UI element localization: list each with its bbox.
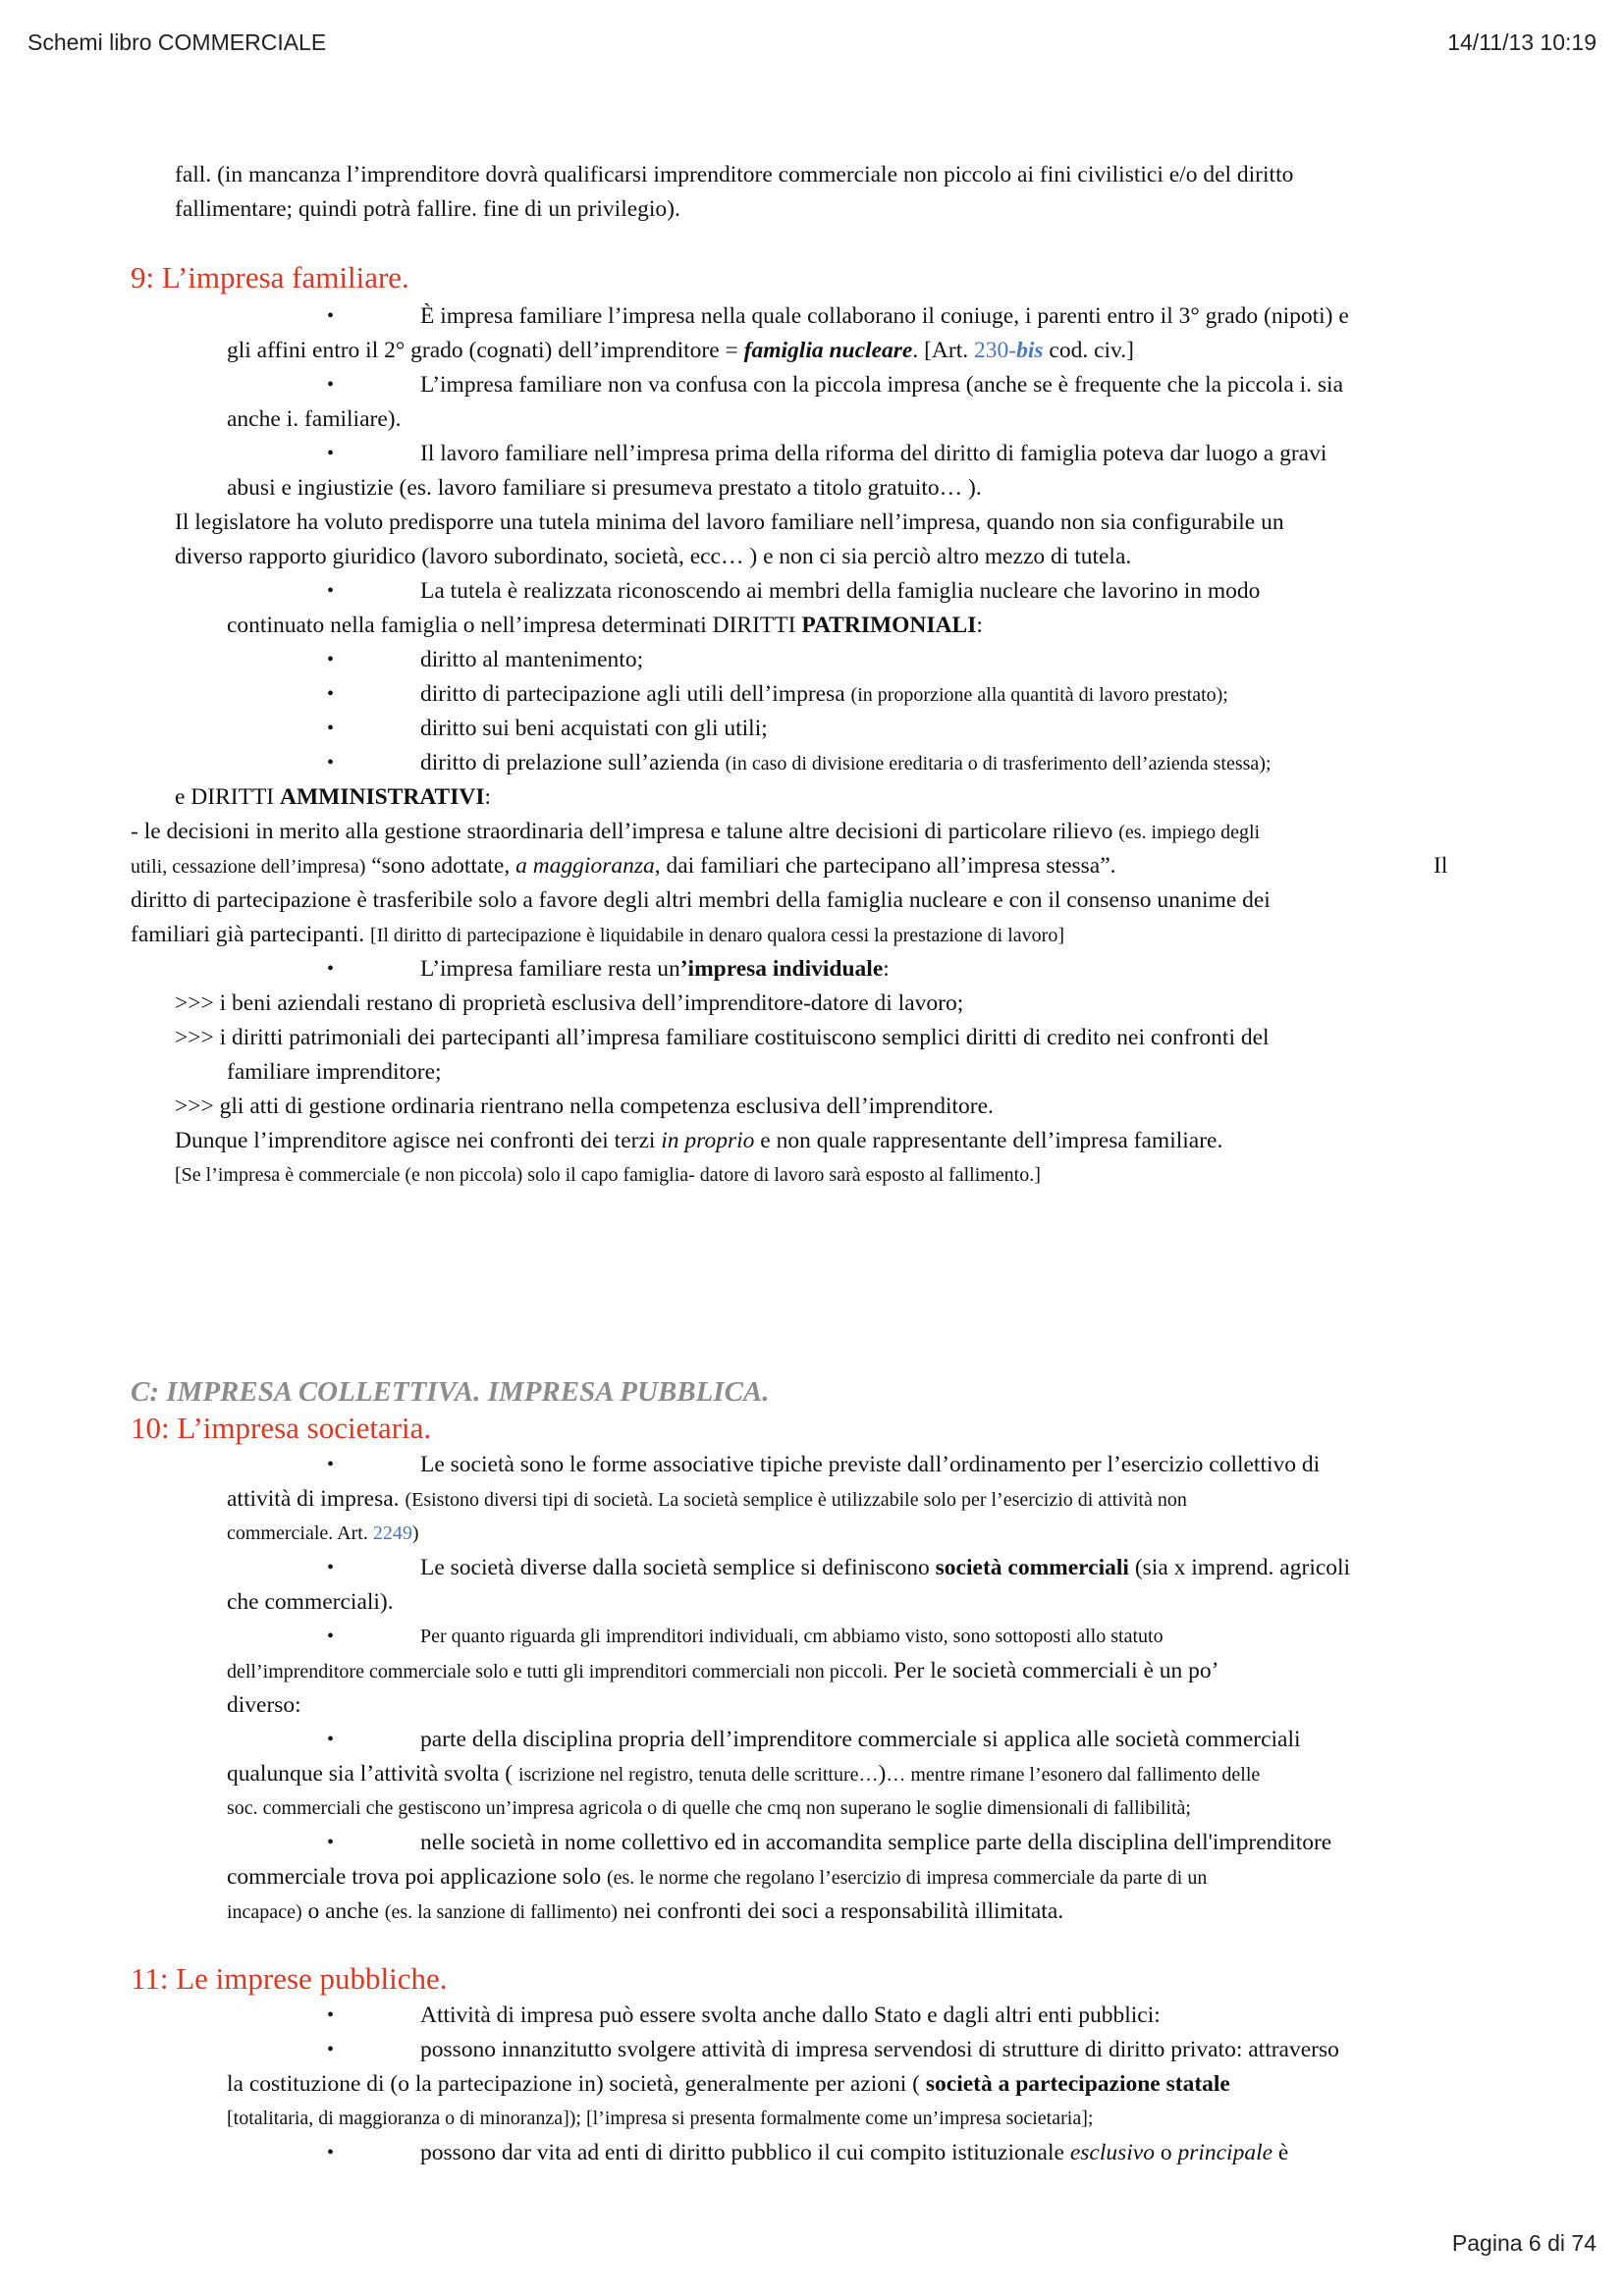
- text-line: >>> i diritti patrimoniali dei partecipanti all’impresa familiare costituiscono semplici diritti di credito nei confronti del: [175, 1025, 1270, 1050]
- text-line: possono dar vita ad enti di diritto pubblico il cui compito istituzionale esclusivo o principale è: [420, 2140, 1289, 2165]
- text-line: la costituzione di (o la partecipazione in) società, generalmente per azioni ( società a partecipazione statale: [227, 2071, 1230, 2097]
- text-line: anche i. familiare).: [227, 406, 402, 432]
- text-line: commerciale trova poi applicazione solo (es. le norme che regolano l’esercizio di impresa commerciale da parte di un: [227, 1864, 1208, 1890]
- text-line: Dunque l’imprenditore agisce nei confronti dei terzi in proprio e non quale rappresentante dell’impresa familiare.: [175, 1128, 1223, 1153]
- text-line: soc. commerciali che gestiscono un’impresa agricola o di quelle che cmq non superano le soglie dimensionali di fallibilità;: [227, 1797, 1191, 1819]
- text-line: parte della disciplina propria dell’imprenditore commerciale si applica alle società commerciali: [420, 1727, 1301, 1752]
- bullet: •: [327, 2142, 335, 2163]
- text-line: >>> i beni aziendali restano di proprietà esclusiva dell’imprenditore-datore di lavoro;: [175, 990, 964, 1016]
- bullet: •: [327, 718, 335, 739]
- text-line: abusi e ingiustizie (es. lavoro familiare si presumeva prestato a titolo gratuito… ).: [227, 475, 982, 501]
- text-line: nelle società in nome collettivo ed in accomandita semplice parte della disciplina dell'imprenditore: [420, 1830, 1332, 1855]
- bullet: •: [327, 2004, 335, 2026]
- header-datetime: 14/11/13 10:19: [1447, 29, 1597, 55]
- bullet: •: [327, 752, 335, 774]
- text-line: Le società diverse dalla società semplice si definiscono società commerciali (sia x imprend. agricoli: [420, 1555, 1351, 1580]
- text-line: familiari già partecipanti. [Il diritto di partecipazione è liquidabile in denaro qualora cessi la prestazione di lavoro]: [131, 922, 1064, 947]
- part-heading: C: IMPRESA COLLETTIVA. IMPRESA PUBBLICA.: [131, 1376, 770, 1408]
- text-line: Attività di impresa può essere svolta anche dallo Stato e dagli altri enti pubblici:: [420, 2002, 1161, 2028]
- bullet: •: [327, 443, 335, 464]
- text-line: diverso rapporto giuridico (lavoro subordinato, società, ecc… ) e non ci sia perciò altro mezzo di tutela.: [175, 544, 1132, 569]
- text-line: commerciale. Art. 2249): [227, 1522, 419, 1544]
- text-line: che commerciali).: [227, 1589, 394, 1615]
- text-line: utili, cessazione dell’impresa) “sono adottate, a maggioranza, dai familiari che partecipano all’impresa stessa”.: [131, 853, 1116, 879]
- bullet: •: [327, 1832, 335, 1853]
- text-line: familiare imprenditore;: [227, 1059, 442, 1085]
- page-number: Pagina 6 di 74: [1451, 2230, 1597, 2256]
- bullet: •: [327, 1626, 335, 1647]
- text-line: attività di impresa. (Esistono diversi tipi di società. La società semplice è utilizzabile solo per l’esercizio di attività non: [227, 1486, 1187, 1512]
- text-line: Il: [1434, 853, 1448, 879]
- bullet: •: [327, 1454, 335, 1475]
- text-line: [totalitaria, di maggioranza o di minoranza]); [l’impresa si presenta formalmente come un’impresa societaria];: [227, 2108, 1094, 2129]
- bullet: •: [327, 649, 335, 670]
- text-line: Per quanto riguarda gli imprenditori individuali, cm abbiamo visto, sono sottoposti allo statuto: [420, 1626, 1164, 1647]
- text-line: possono innanzitutto svolgere attività di impresa servendosi di strutture di diritto privato: attraverso: [420, 2037, 1339, 2062]
- section-heading-10: 10: L’impresa societaria.: [131, 1411, 432, 1445]
- text-line: diritto di prelazione sull’azienda (in caso di divisione ereditaria o di trasferimento dell’azienda stessa);: [420, 750, 1272, 775]
- article-link[interactable]: 2249: [372, 1522, 412, 1544]
- bullet: •: [327, 2039, 335, 2060]
- bullet: •: [327, 1729, 335, 1750]
- section-heading-9: 9: L’impresa familiare.: [131, 260, 409, 294]
- text-line: Il legislatore ha voluto predisporre una tutela minima del lavoro familiare nell’impresa, quando non sia configurabile un: [175, 509, 1284, 535]
- text-line: qualunque sia l’attività svolta ( iscrizione nel registro, tenuta delle scritture…)… mentre rimane l’esonero dal fallimento delle: [227, 1761, 1261, 1787]
- text-line: diritto al mantenimento;: [420, 647, 644, 672]
- text-line: [Se l’impresa è commerciale (e non piccola) solo il capo famiglia- datore di lavoro sarà esposto al fallimento.]: [175, 1164, 1041, 1186]
- bullet: •: [327, 683, 335, 705]
- text-line: diritto sui beni acquistati con gli utili;: [420, 716, 768, 741]
- text-line: La tutela è realizzata riconoscendo ai membri della famiglia nucleare che lavorino in modo: [420, 578, 1261, 604]
- text-line: e DIRITTI AMMINISTRATIVI:: [175, 784, 492, 810]
- text-line: L’impresa familiare non va confusa con la piccola impresa (anche se è frequente che la piccola i. sia: [420, 372, 1344, 398]
- text-line: incapace) o anche (es. la sanzione di fallimento) nei confronti dei soci a responsabilità illimitata.: [227, 1898, 1064, 1924]
- text-line: - le decisioni in merito alla gestione straordinaria dell’impresa e talune altre decisioni di particolare rilievo (es. impiego degli: [131, 819, 1261, 844]
- bullet: •: [327, 580, 335, 602]
- text-line: L’impresa familiare resta un’impresa individuale:: [420, 956, 890, 982]
- bullet: •: [327, 305, 335, 327]
- text-line: diverso:: [227, 1692, 301, 1718]
- text-line: fallimentare; quindi potrà fallire. fine di un privilegio).: [175, 196, 680, 222]
- text-line: continuato nella famiglia o nell’impresa determinati DIRITTI PATRIMONIALI:: [227, 613, 983, 638]
- bullet: •: [327, 374, 335, 396]
- text-line: È impresa familiare l’impresa nella quale collaborano il coniuge, i parenti entro il 3° grado (nipoti) e: [420, 303, 1349, 329]
- bullet: •: [327, 958, 335, 980]
- text-line: diritto di partecipazione è trasferibile solo a favore degli altri membri della famiglia nucleare e con il consenso unanime dei: [131, 887, 1271, 913]
- header-title: Schemi libro COMMERCIALE: [27, 29, 327, 55]
- text-line: diritto di partecipazione agli utili dell’impresa (in proporzione alla quantità di lavoro prestato);: [420, 681, 1228, 707]
- text-line: fall. (in mancanza l’imprenditore dovrà qualificarsi imprenditore commerciale non piccolo ai fini civilistici e/o del diritto: [175, 162, 1294, 187]
- text-line: gli affini entro il 2° grado (cognati) dell’imprenditore = famiglia nucleare. [Art. 230-bis cod. civ.]: [227, 338, 1134, 363]
- text-line: dell’imprenditore commerciale solo e tutti gli imprenditori commerciali non piccoli. Per le società commerciali è un po’: [227, 1658, 1219, 1683]
- text-line: Il lavoro familiare nell’impresa prima della riforma del diritto di famiglia poteva dar luogo a gravi: [420, 441, 1327, 466]
- bullet: •: [327, 1557, 335, 1578]
- text-line: Le società sono le forme associative tipiche previste dall’ordinamento per l’esercizio collettivo di: [420, 1452, 1321, 1477]
- section-heading-11: 11: Le imprese pubbliche.: [131, 1961, 448, 1996]
- text-line: >>> gli atti di gestione ordinaria rientrano nella competenza esclusiva dell’imprenditore.: [175, 1094, 994, 1119]
- article-link[interactable]: 230-bis: [974, 338, 1044, 363]
